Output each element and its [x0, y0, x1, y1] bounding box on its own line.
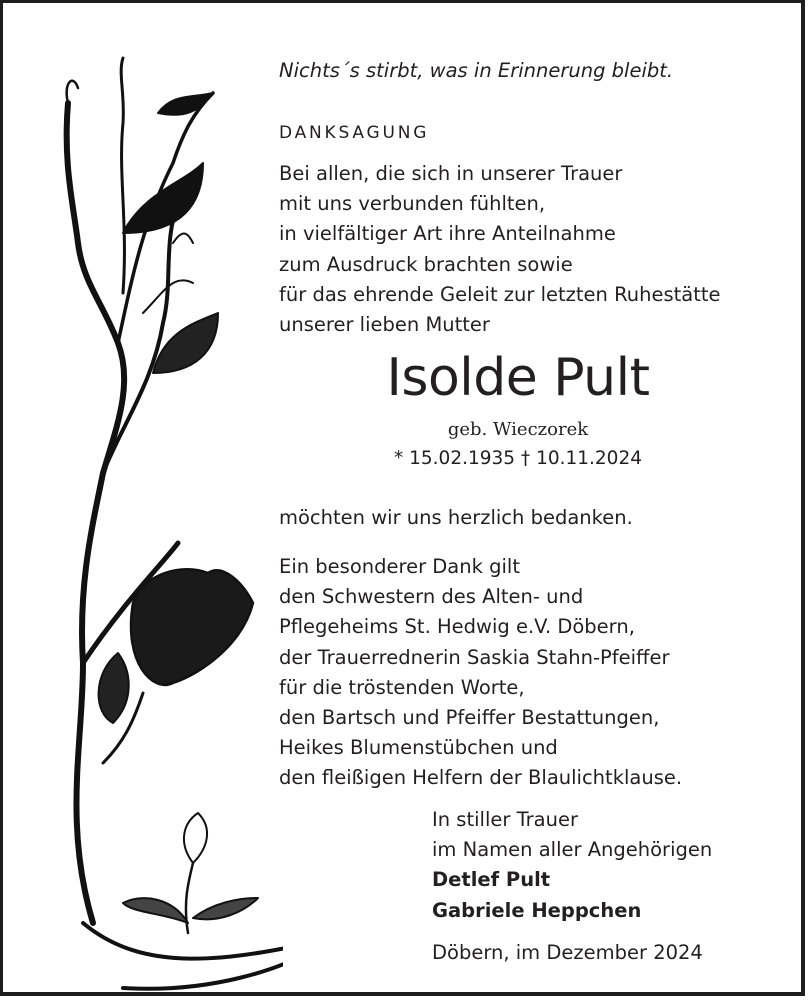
intro-line: in vielfältiger Art ihre Anteilnahme — [279, 222, 616, 246]
thanks-line: möchten wir uns herzlich bedanken. — [279, 506, 633, 529]
signature-line: im Namen aller Angehörigen — [432, 838, 713, 862]
special-thanks-line: für die tröstenden Worte, — [279, 675, 525, 699]
rose-vine-drawing-icon — [23, 43, 283, 1003]
intro-line: für das ehrende Geleit zur letzten Ruhestätte — [279, 282, 721, 306]
special-thanks-line: den Bartsch und Pfeiffer Bestattungen, — [279, 706, 660, 730]
special-thanks-line: den Schwestern des Alten- und — [279, 585, 584, 609]
intro-line: Bei allen, die sich in unserer Trauer — [279, 162, 623, 185]
heading-danksagung: DANKSAGUNG — [279, 123, 430, 143]
mourner-name: Gabriele Heppchen — [432, 898, 642, 922]
signature-block — [432, 805, 712, 926]
signature-line: In stiller Trauer — [432, 808, 578, 831]
intro-paragraph — [279, 159, 721, 340]
special-thanks-line: den fleißigen Helfern der Blaulichtklause. — [279, 766, 683, 790]
mourner-name: Detlef Pult — [432, 868, 551, 892]
special-thanks-line: Pflegeheims St. Hedwig e.V. Döbern, — [279, 615, 635, 639]
deceased-name: Isolde Pult — [386, 348, 650, 408]
life-dates: * 15.02.1935 † 10.11.2024 — [394, 448, 642, 469]
intro-line: mit uns verbunden fühlten, — [279, 192, 546, 216]
motto-quote: Nichts´s stirbt, was in Erinnerung bleibt. — [279, 59, 674, 82]
special-thanks-line: der Trauerrednerin Saskia Stahn-Pfeiffer — [279, 645, 670, 669]
special-thanks-line: Ein besonderer Dank gilt — [279, 555, 520, 578]
intro-line: unserer lieben Mutter — [279, 313, 490, 337]
intro-line: zum Ausdruck brachten sowie — [279, 252, 573, 276]
special-thanks-line: Heikes Blumenstübchen und — [279, 736, 558, 760]
place-date: Döbern, im Dezember 2024 — [432, 941, 703, 964]
maiden-name: geb. Wieczorek — [447, 419, 589, 440]
special-thanks-paragraph — [279, 552, 682, 794]
